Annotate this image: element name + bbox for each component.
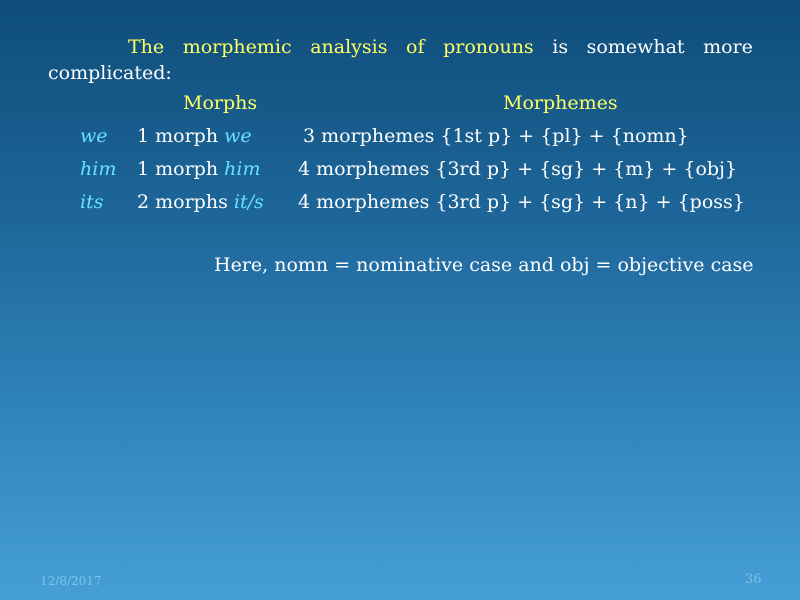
intro-word: The [128, 36, 165, 58]
intro-continuation: complicated: [48, 62, 172, 84]
morpheme-breakdown: 4 morphemes {3rd p} + {sg} + {n} + {poss} [298, 191, 745, 213]
morphs-header: Morphs [183, 92, 258, 114]
morph-form: it/s [233, 191, 264, 213]
abbreviation-note: Here, nomn = nominative case and obj = objective case [214, 254, 754, 276]
morphemes-header: Morphemes [503, 92, 618, 114]
morpheme-breakdown: 3 morphemes {1st p} + {pl} + {nomn} [303, 125, 689, 147]
intro-word: pronouns [443, 36, 534, 58]
slide-date: 12/8/2017 [40, 574, 102, 588]
intro-word: is [552, 36, 569, 58]
slide-number: 36 [745, 572, 762, 587]
intro-paragraph [48, 34, 753, 86]
table-row [0, 125, 800, 151]
morph-count: 2 morphs it/s [137, 191, 264, 213]
intro-word: morphemic [182, 36, 292, 58]
morph-count: 1 morph him [137, 158, 261, 180]
intro-word: somewhat [586, 36, 685, 58]
intro-word: analysis [310, 36, 388, 58]
morpheme-breakdown: 4 morphemes {3rd p} + {sg} + {m} + {obj} [298, 158, 738, 180]
pronoun-word: its [80, 191, 104, 213]
pronoun-word: we [80, 125, 108, 147]
morph-form: we [224, 125, 252, 147]
table-row [0, 158, 800, 184]
morph-form: him [224, 158, 261, 180]
morph-count: 1 morph we [137, 125, 252, 147]
intro-word: of [406, 36, 425, 58]
intro-word: more [703, 36, 753, 58]
table-row [0, 191, 800, 217]
pronoun-word: him [80, 158, 117, 180]
intro-line [48, 34, 753, 60]
